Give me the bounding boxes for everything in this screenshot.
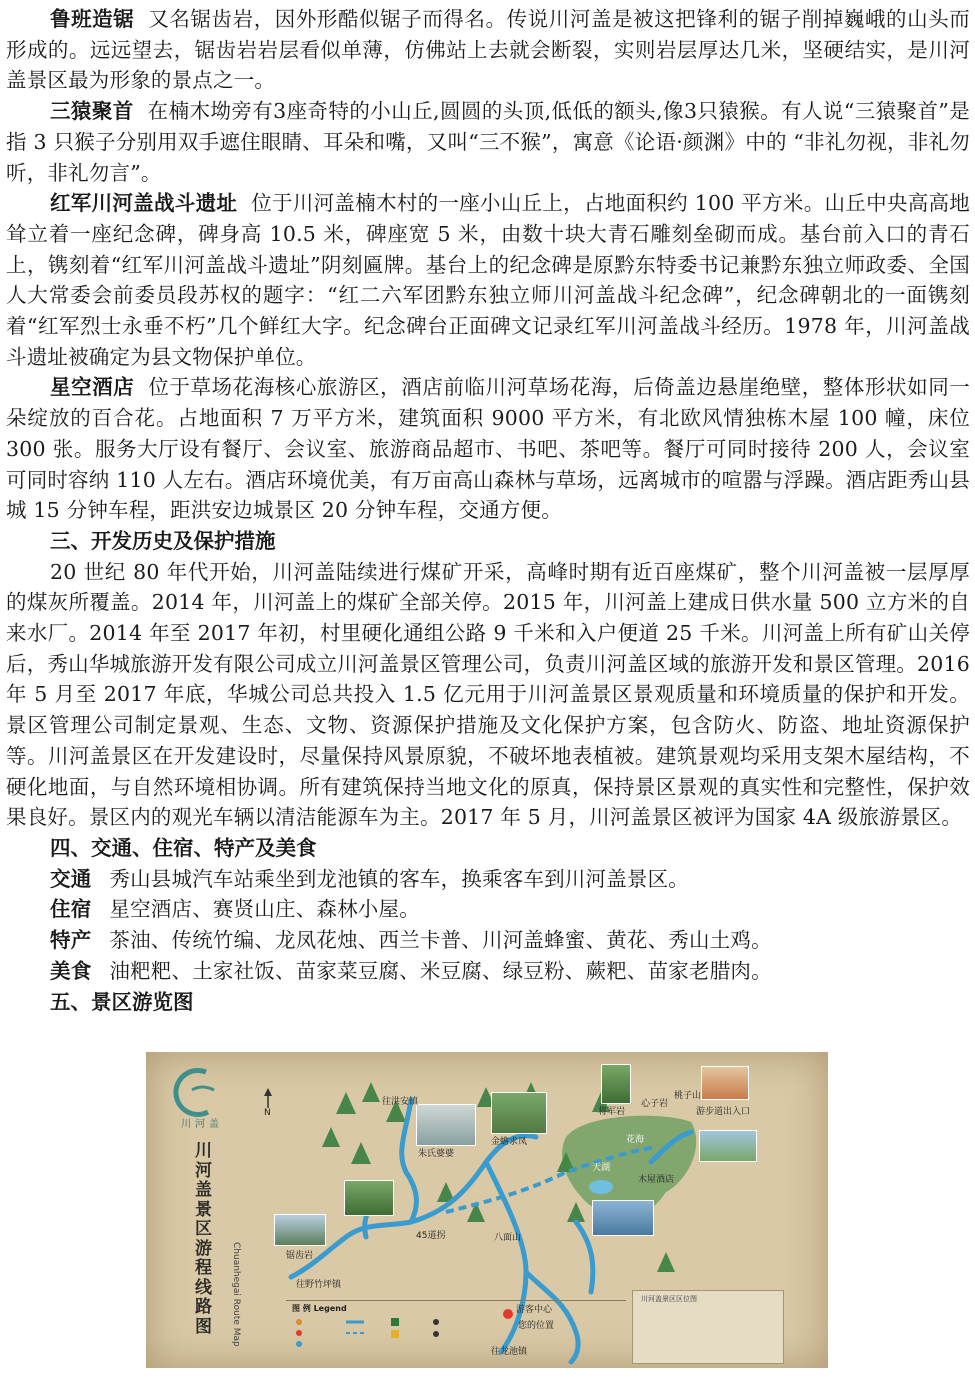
info-value-lodging: 星空酒店、赛贤山庄、森林小屋。: [109, 897, 420, 922]
north-label: N: [264, 1108, 271, 1118]
info-row-specialty: [6, 925, 970, 956]
section3-text: 20 世纪 80 年代开始，川河盖陆续进行煤矿开采，高峰时期有近百座煤矿，整个川河盖被一层厚厚的煤灰所覆盖。2014 年，川河盖上的煤矿全部关停。2015 年，川河盖上建成日供水量 500 立方米的自来水厂。2014 年至 2017 年初，村里硬化通组公路 9 千米和入户便道 25 千米。川河盖上所有矿山关停后，秀山华城旅游开发有限公司成立川河盖景区管理公司，负责川河盖区域的旅游开发和景区管理。2016 年 5 月至 2017 年底，华城公司总共投入 1.5 亿元用于川河盖景区景观质量和环境质量的保护和开发。景区管理公司制定景观、生态、文物、资源保护措施及文化保护方案，包含防火、防盗、地址资源保护等。川河盖景区在开发建设时，尽量保持风景原貌，不破坏地表植被。建筑景观均采用支架木屋结构，不硬化地面，与自然环境相协调。所有建筑保持当地文化的原真，保持景区景观的真实性和完整性，保护效果良好。景区内的观光车辆以清洁能源车为主。2017 年 5 月，川河盖景区被评为国家 4A 级旅游景区。: [6, 559, 970, 830]
map-vertical-subtitle: Chuanhegai Route Map: [231, 1242, 241, 1347]
info-row-food: [6, 956, 970, 987]
info-value-food: 油粑粑、土家社饭、苗家菜豆腐、米豆腐、绿豆粉、蕨粑、苗家老腊肉。: [109, 958, 772, 983]
label-bamianshan: 八面山: [494, 1233, 522, 1243]
photo-zhushipopo: [416, 1104, 476, 1146]
term-sanyuan: 三猿聚首: [50, 99, 134, 124]
inset-title: 川河盖景区区位图: [641, 1295, 697, 1303]
text-hongjun: 位于川河盖楠木村的一座小山丘上，占地面积约 100 平方米。山丘中央高高地耸立着一座纪念碑，碑身高 10.5 米，碑座宽 5 米，由数十块大青石雕刻垒砌而成。基台前入口的青石上，镌刻着“红军川河盖战斗遗址”阴刻匾牌。基台上的纪念碑是原黔东特委书记兼黔东独立师政委、全国人大常委会前委员段苏权的题字：“红二六军团黔东独立师川河盖战斗纪念碑”，纪念碑朝北的一面镌刻着“红军烈士永垂不朽”几个鲜红大字。纪念碑台正面碑文记录红军川河盖战斗经历。1978 年，川河盖战斗遗址被确定为县文物保护单位。: [6, 191, 971, 369]
term-luban: 鲁班造锯: [50, 7, 135, 31]
info-row-transport: [6, 864, 970, 895]
lake-tianhu: [589, 1180, 613, 1194]
info-value-specialty: 茶油、传统竹编、龙凤花烛、西兰卡普、川河盖蜂蜜、黄花、秀山土鸡。: [109, 928, 772, 953]
north-arrow-icon: [264, 1088, 272, 1108]
map-vertical-title: 川河盖景区游程线路图: [195, 1141, 212, 1337]
info-key-specialty: 特产: [50, 928, 92, 953]
label-wangzhuping: 往野竹坪镇: [296, 1280, 342, 1290]
section5-heading: 五、景区游览图: [50, 989, 194, 1014]
paragraph-hongjun: [6, 188, 970, 372]
label-muwujiudian: 木屋酒店: [638, 1175, 675, 1185]
paragraph-sanyuan: [6, 96, 970, 188]
map-legend: [286, 1300, 626, 1363]
text-sanyuan: 在楠木坳旁有3座奇特的小山丘,圆圆的头顶,低低的额头,像3只猿猴。有人说“三猿聚首”是指 3 只猴子分别用双手遮住眼睛、耳朵和嘴，又叫“三不猴”，寓意《论语·颜渊》中的 “非礼勿视，非礼勿听，非礼勿言”。: [6, 99, 970, 185]
label-juchiyan: 锯齿岩: [286, 1251, 314, 1261]
photo-jinchuanqiufeng: [491, 1092, 547, 1134]
label-taozishan: 桃子山: [674, 1091, 702, 1101]
map-brand: 川河盖: [181, 1119, 223, 1130]
label-youkezhongxin: 游客中心: [516, 1305, 553, 1315]
info-key-transport: 交通: [50, 866, 92, 891]
document-page: [6, 4, 970, 1017]
photo-45daoguai: [344, 1180, 394, 1216]
label-ninweizhi: 您的位置: [518, 1321, 555, 1331]
logo-icon: [176, 1070, 214, 1114]
label-wanglongchi: 往龙池镇: [491, 1347, 528, 1357]
label-youbudao: 游步道出入口: [696, 1107, 751, 1117]
photo-jiangjunyan: [601, 1064, 631, 1104]
label-tianhu: 天湖: [592, 1163, 611, 1173]
text-xingkong: 位于草场花海核心旅游区，酒店前临川河草场花海，后倚盖边悬崖绝壁，整体形状如同一朵绽放的百合花。占地面积 7 万平方米，建筑面积 9000 平方米，有北欧风情独栋木屋 100 幢，床位 300 张。服务大厅设有餐厅、会议室、旅游商品超市、书吧、茶吧等。餐厅可同时接待 200 人，会议室可同时容纳 110 人左右。酒店环境优美，有万亩高山森林与草场，远离城市的喧嚣与浮躁。酒店距秀山县城 15 分钟车程，距洪安边城景区 20 分钟车程，交通方便。: [6, 375, 970, 523]
term-hongjun: 红军川河盖战斗遗址: [50, 191, 238, 216]
photo-juchiyan: [274, 1214, 326, 1246]
label-xinziyan: 心子岩: [641, 1099, 669, 1109]
map-inset: [632, 1290, 784, 1364]
label-45daoguai: 45道拐: [416, 1231, 446, 1241]
text-luban: 又名锯齿岩，因外形酷似锯子而得名。传说川河盖是被这把锋利的锯子削掉巍峨的山头而形成的。远远望去，锯齿岩岩层看似单薄，仿佛站上去就会断裂，实则岩层厚达几米，坚硬结实，是川河盖景区最为形象的景点之一。: [6, 7, 970, 93]
term-xingkong: 星空酒店: [50, 375, 135, 400]
paragraph-luban: [6, 4, 970, 96]
legend-title: 图 例 Legend: [292, 1304, 347, 1313]
label-jinchuanqiufeng: 金蟾求凤: [491, 1137, 528, 1147]
label-jiangjunyan: 将军岩: [598, 1107, 626, 1117]
section3-heading: 三、开发历史及保护措施: [50, 528, 276, 553]
info-key-lodging: 住宿: [50, 897, 92, 922]
photo-taozishan: [701, 1066, 749, 1100]
info-row-lodging: [6, 894, 970, 925]
label-zhushipopo: 朱氏婆婆: [418, 1149, 455, 1159]
info-value-transport: 秀山县城汽车站乘坐到龙池镇的客车，换乘客车到川河盖景区。: [109, 866, 690, 891]
photo-huahai: [699, 1130, 757, 1162]
info-key-food: 美食: [50, 958, 92, 983]
label-wanghongan: 往洪安镇: [382, 1097, 419, 1107]
paragraph-xingkong: [6, 372, 970, 526]
label-huahai: 花海: [626, 1135, 645, 1145]
photo-tianhu: [592, 1200, 654, 1236]
scenic-route-map: [146, 1052, 828, 1368]
section4-heading: 四、交通、住宿、特产及美食: [50, 835, 317, 860]
